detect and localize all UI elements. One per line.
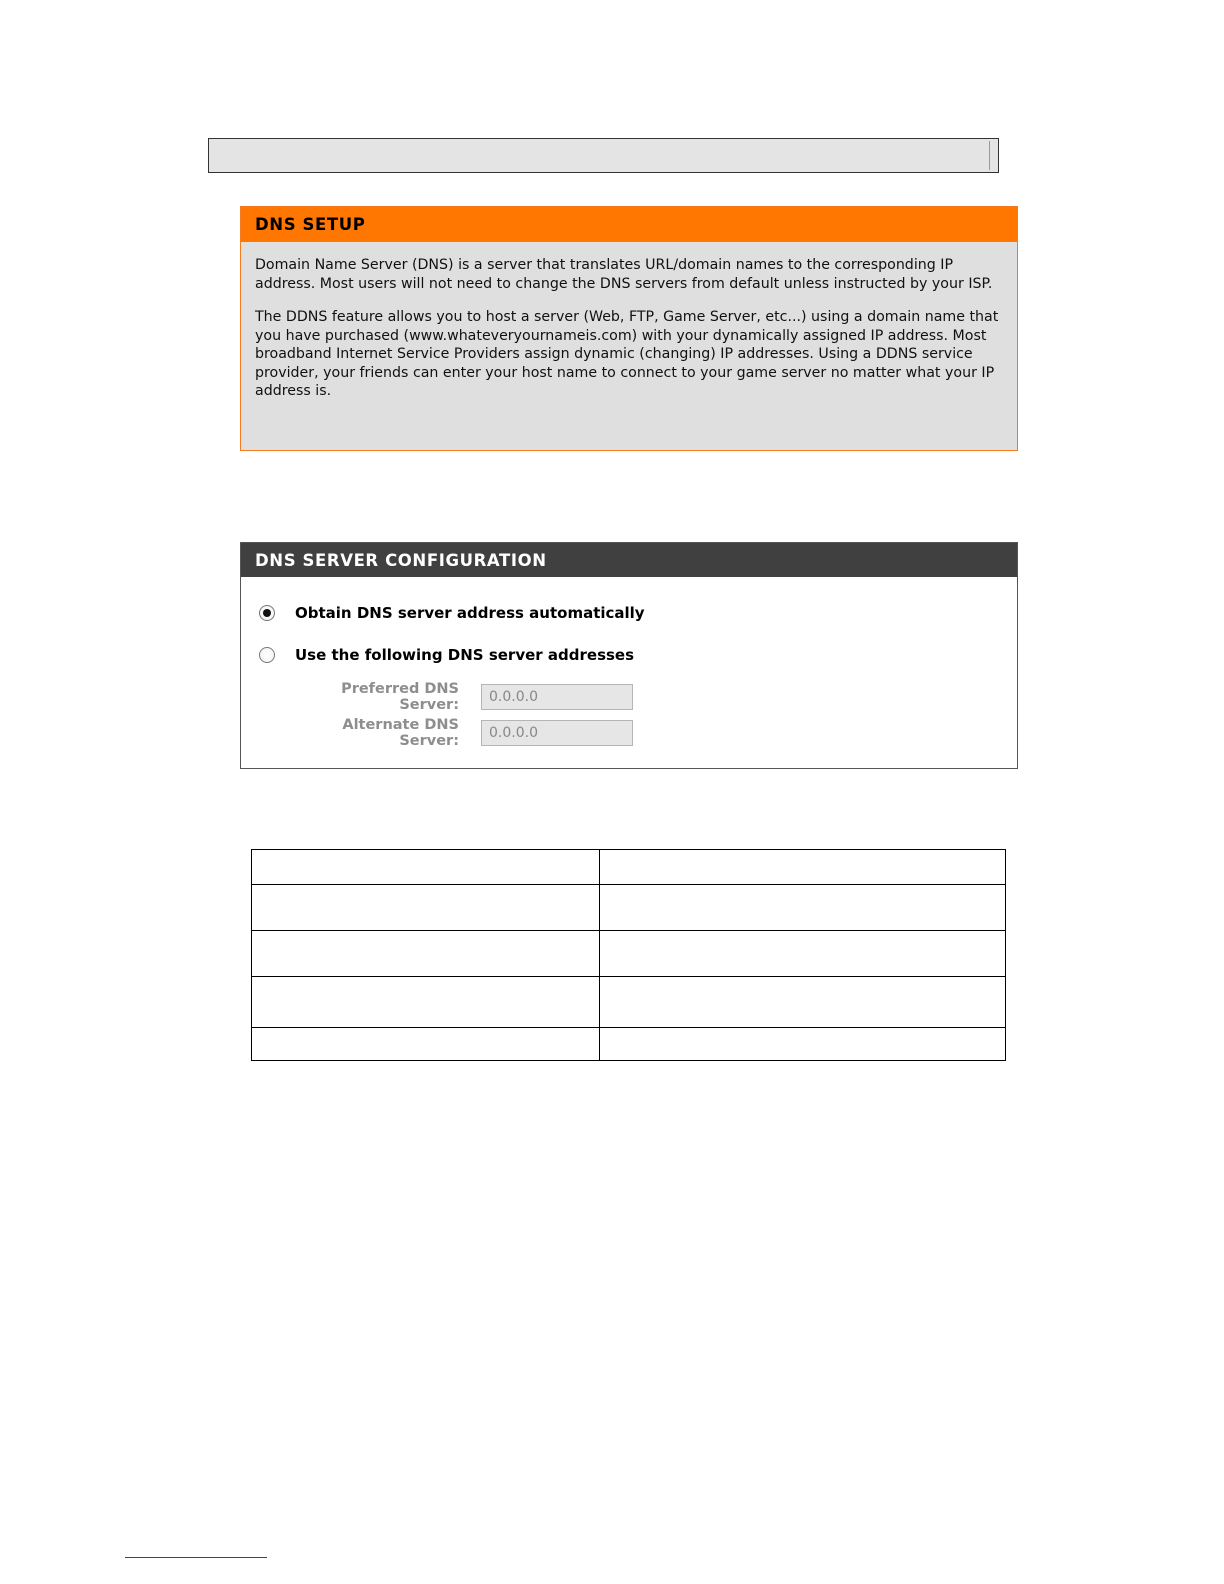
table-cell (252, 931, 600, 977)
dns-setup-panel (240, 206, 1018, 451)
alternate-dns-row (289, 717, 633, 749)
radio-use-following[interactable] (259, 647, 275, 663)
option-use-following[interactable] (259, 644, 634, 666)
table-cell (252, 1028, 600, 1061)
table-row (252, 1028, 1006, 1061)
dns-setup-paragraph-2: The DDNS feature allows you to host a server (Web, FTP, Game Server, etc...) using a domain name that you have purchased (www.whateveryournameis.com) with your dynamically assigned IP address. Most broadband Internet Service Providers assign dynamic (changing) IP addresses. Using a DDNS service provider, your friends can enter your host name to connect to your game server no matter what your IP address is. (255, 309, 999, 399)
dns-setup-description (241, 242, 1017, 401)
table-row (252, 977, 1006, 1028)
table-cell (600, 931, 1006, 977)
empty-table (251, 849, 1006, 1061)
alternate-dns-label: Alternate DNS Server: (342, 717, 459, 749)
alternate-dns-input[interactable] (481, 720, 633, 746)
option-obtain-automatically[interactable] (259, 602, 645, 624)
dns-setup-paragraph-1: Domain Name Server (DNS) is a server that translates URL/domain names to the corresponding IP address. Most users will not need to change the DNS servers from default unless instructed by your ISP. (255, 257, 993, 292)
preferred-dns-row (289, 681, 633, 713)
dns-config-title: DNS SERVER CONFIGURATION (241, 543, 1017, 577)
table-row (252, 850, 1006, 885)
table-cell (600, 850, 1006, 885)
table-cell (600, 885, 1006, 931)
preferred-dns-label: Preferred DNS Server: (341, 681, 459, 713)
table-row (252, 885, 1006, 931)
dns-setup-title: DNS SETUP (241, 207, 1017, 242)
radio-obtain-automatically[interactable] (259, 605, 275, 621)
table-cell (252, 885, 600, 931)
table-cell (600, 1028, 1006, 1061)
dns-server-config-panel (240, 542, 1018, 769)
top-bar (208, 138, 999, 173)
table-cell (600, 977, 1006, 1028)
footer-link-underline (125, 1557, 267, 1558)
table-cell (252, 850, 600, 885)
table-cell (252, 977, 600, 1028)
table-row (252, 931, 1006, 977)
option-use-following-label: Use the following DNS server addresses (295, 646, 635, 664)
preferred-dns-input[interactable] (481, 684, 633, 710)
option-obtain-automatically-label: Obtain DNS server address automatically (295, 604, 645, 622)
